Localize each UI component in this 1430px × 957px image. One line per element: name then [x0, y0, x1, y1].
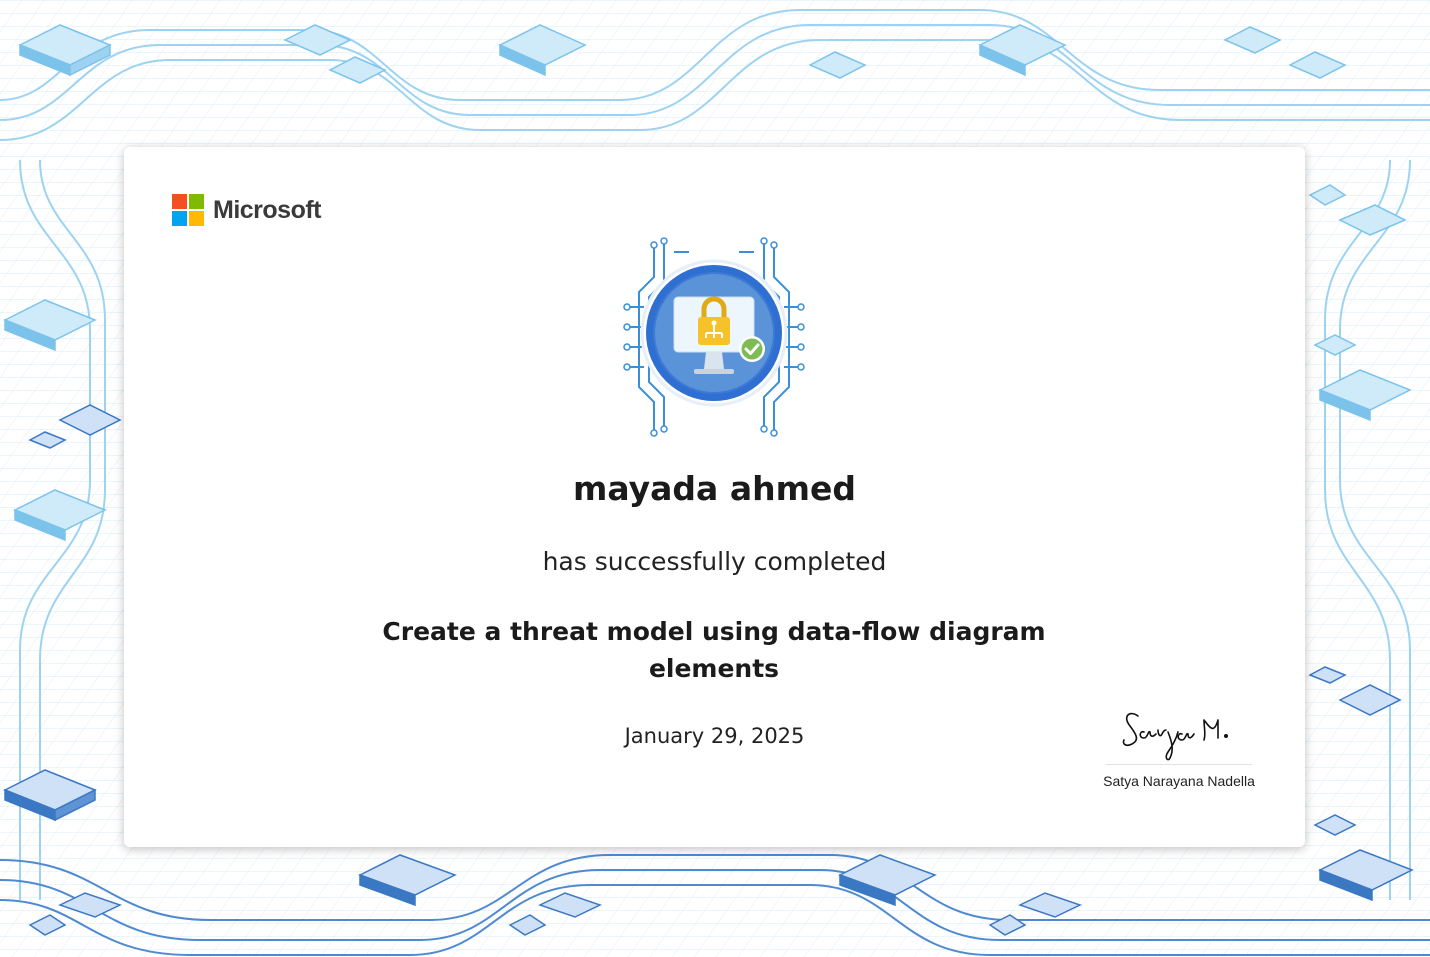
microsoft-wordmark: Microsoft [213, 196, 321, 224]
recipient-name: mayada ahmed [573, 469, 856, 508]
security-badge-icon [614, 237, 814, 437]
signatory-name: Satya Narayana Nadella [1103, 773, 1255, 789]
certificate-card [124, 147, 1305, 847]
microsoft-logo-icon [172, 194, 205, 227]
completion-statement: has successfully completed [542, 547, 887, 576]
signature-image [1100, 702, 1260, 766]
course-title: Create a threat model using data-flow diagram elements [382, 617, 1046, 683]
microsoft-logo [172, 194, 321, 227]
signature-line [1106, 764, 1252, 765]
completion-date: January 29, 2025 [624, 724, 805, 748]
